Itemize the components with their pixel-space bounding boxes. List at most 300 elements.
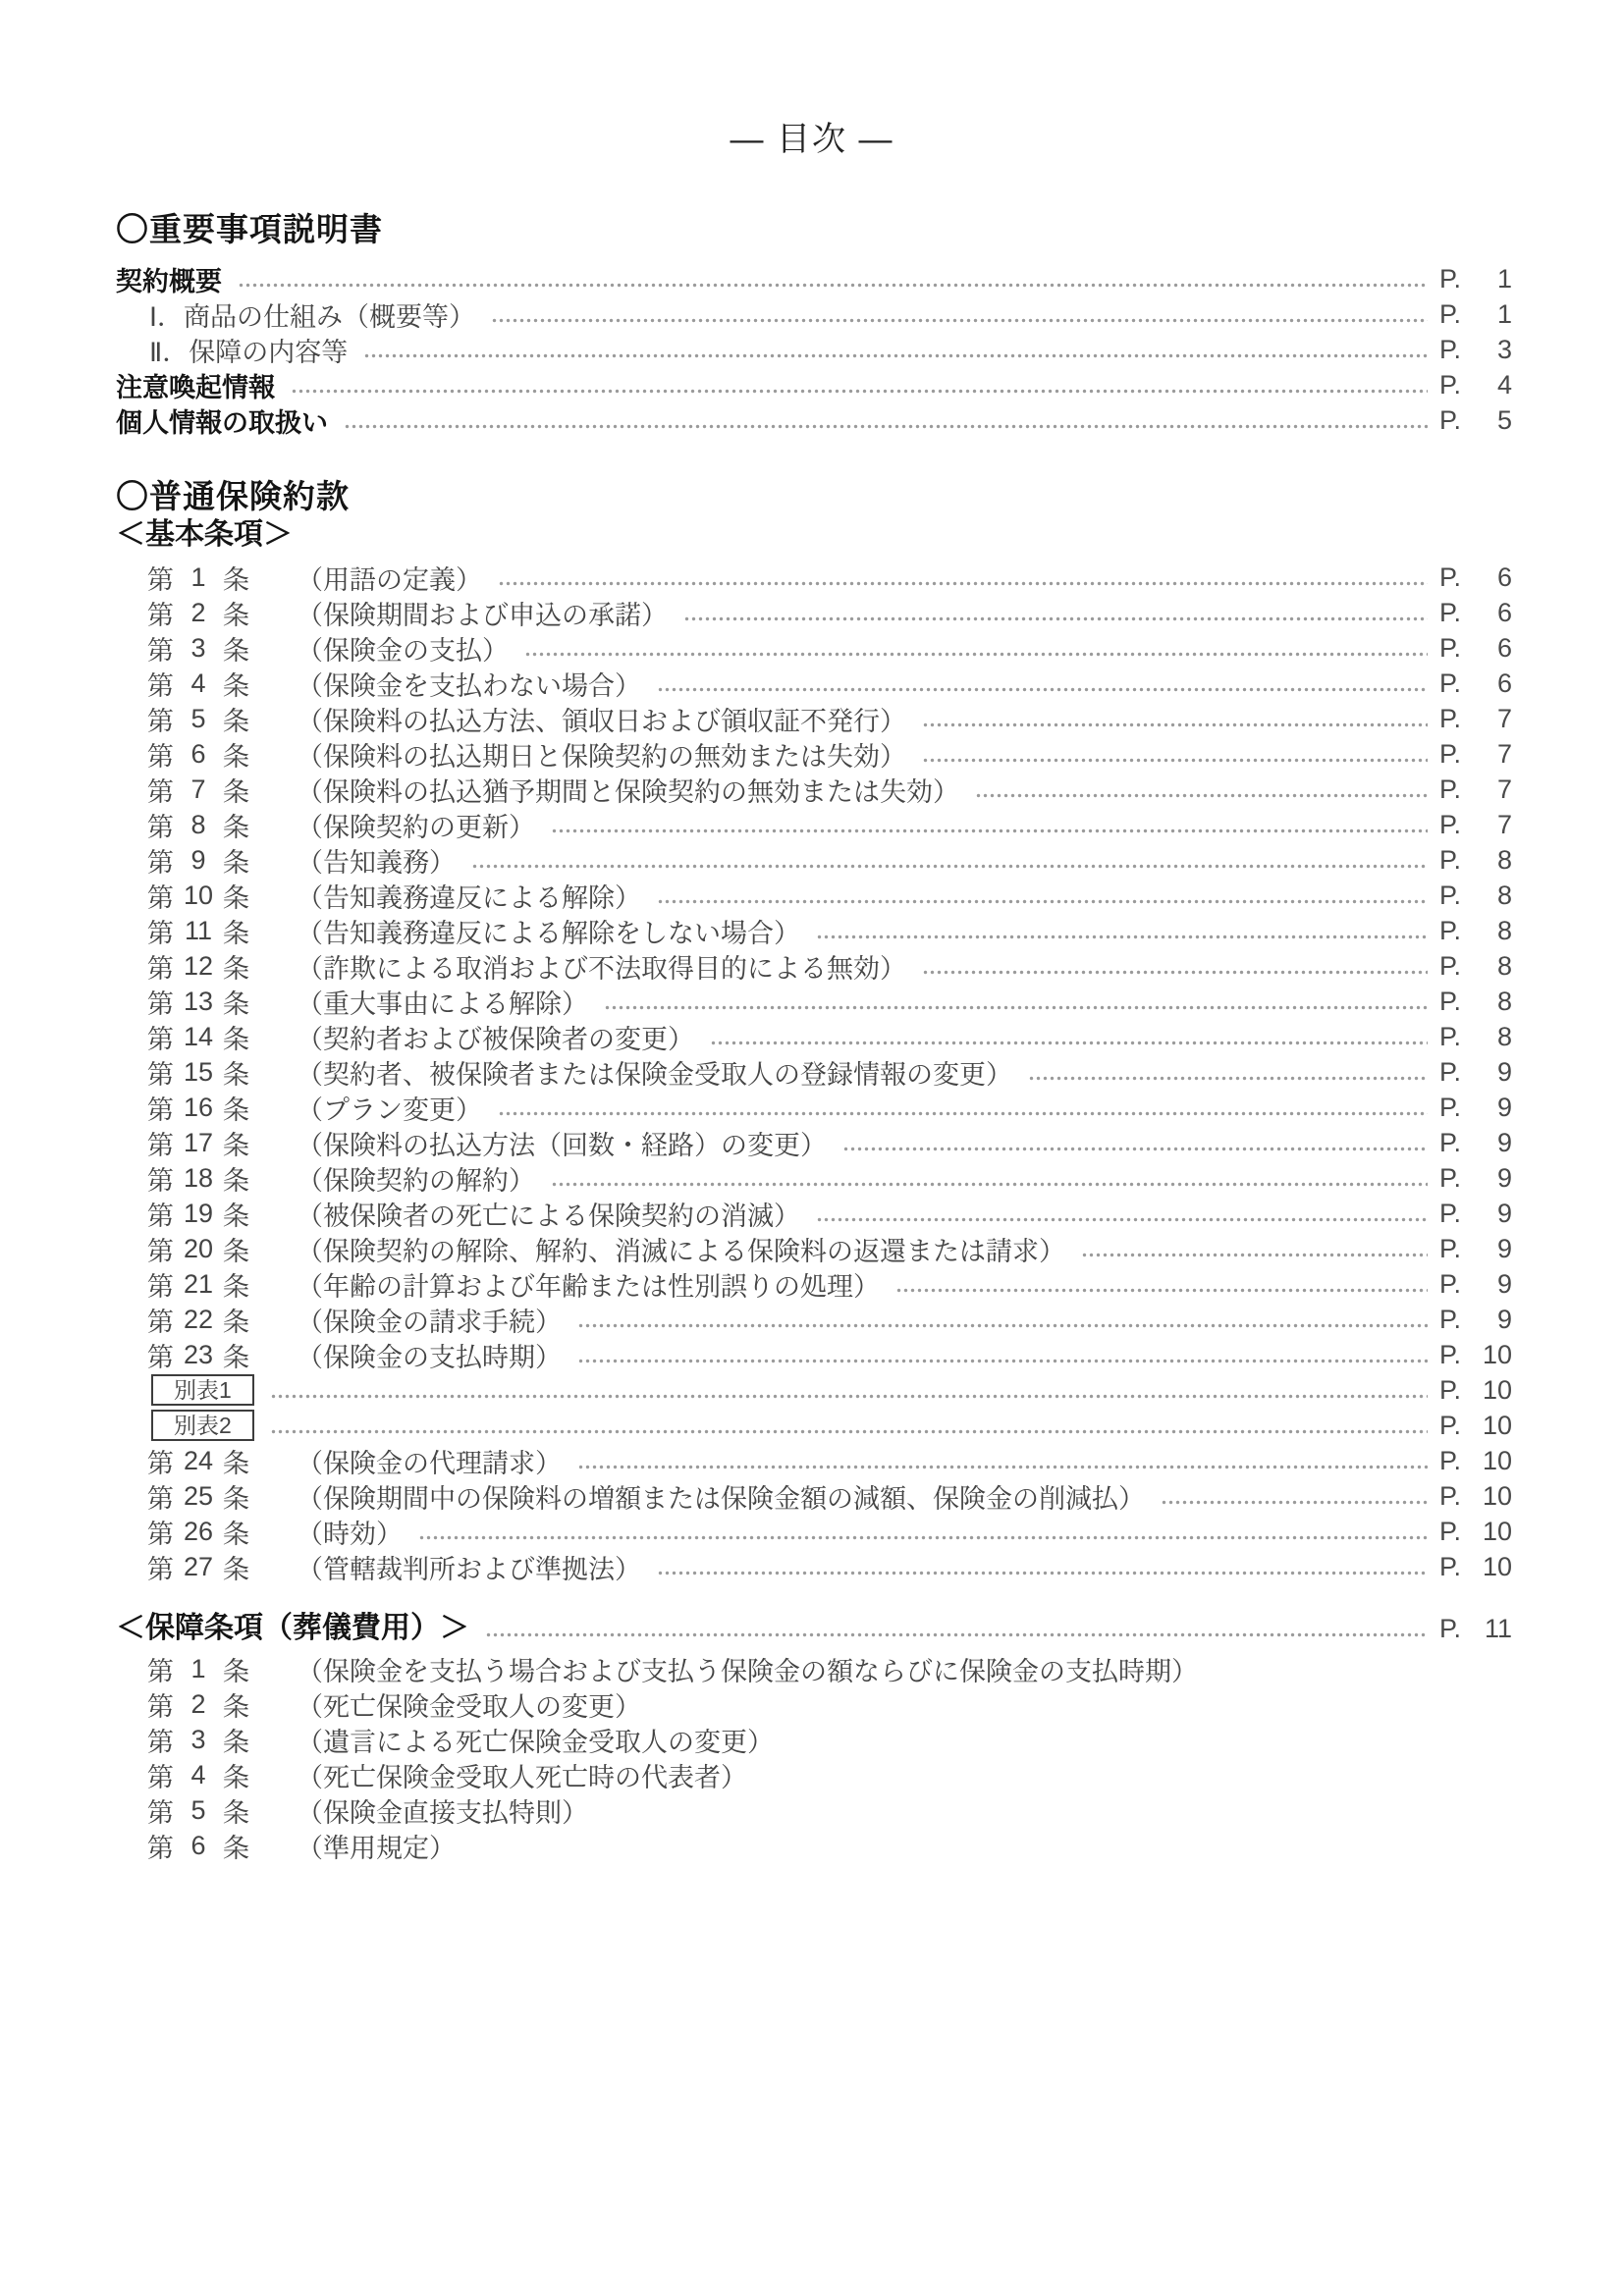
page-prefix: P. (1439, 950, 1462, 981)
article-prefix: 第 (147, 670, 174, 701)
article-prefix: 第 (147, 1059, 174, 1090)
page-prefix: P. (1439, 298, 1462, 329)
toc-row (116, 736, 1512, 772)
article-title: （保険契約の更新） (297, 812, 535, 842)
article-prefix: 第 (147, 1448, 174, 1478)
article-title: （保険金を支払わない場合） (297, 670, 641, 701)
page-ref (1439, 1163, 1512, 1194)
dotted-leader (816, 932, 1428, 941)
important-matters-rows (116, 261, 1512, 438)
article-title: （準用規定） (297, 1833, 456, 1863)
article-number (147, 1018, 297, 1056)
toc-row (116, 1196, 1512, 1231)
subsection-funeral-coverage (116, 1610, 1512, 1863)
page-number: 6 (1496, 561, 1512, 592)
page-ref (1439, 1234, 1512, 1264)
article-prefix: 第 (147, 1095, 174, 1125)
section-important-matters (116, 210, 1512, 438)
article-title: （死亡保険金受取人死亡時の代表者） (297, 1762, 747, 1792)
page-ref (1439, 405, 1512, 436)
dotted-leader (683, 614, 1428, 623)
page-number: 6 (1496, 667, 1512, 698)
article-number-value: 11 (184, 915, 213, 945)
article-number-value: 8 (190, 809, 206, 839)
toc-item-label: Ⅰ．商品の仕組み（概要等） (149, 301, 475, 332)
toc-row (116, 913, 1512, 948)
section-heading-important-matters: 〇重要事項説明書 (116, 211, 383, 247)
dotted-leader (551, 826, 1428, 835)
page-number: 9 (1496, 1304, 1512, 1334)
page-ref (1439, 562, 1512, 593)
appendix-box-label: 別表1 (151, 1374, 254, 1406)
toc-row (116, 666, 1512, 701)
article-suffix: 条 (223, 1691, 249, 1722)
toc-row (116, 1160, 1512, 1196)
article-title: （保険金直接支払特則） (297, 1797, 588, 1828)
article-suffix: 条 (223, 847, 249, 878)
page-prefix: P. (1439, 1374, 1462, 1405)
page-ref (1439, 739, 1512, 770)
article-title: （告知義務） (297, 847, 456, 878)
article-suffix: 条 (223, 1095, 249, 1125)
page-ref (1439, 1057, 1512, 1088)
article-prefix: 第 (147, 1130, 174, 1160)
page-ref (1439, 1022, 1512, 1052)
page-prefix: P. (1439, 844, 1462, 875)
article-number-value: 26 (183, 1516, 214, 1546)
article-number (147, 629, 297, 667)
toc-item-label: 契約概要 (116, 266, 222, 296)
article-number (147, 1336, 297, 1374)
article-number-value: 18 (183, 1162, 214, 1193)
toc-row (116, 948, 1512, 984)
toc-row (116, 261, 1512, 296)
article-suffix: 条 (223, 1271, 249, 1302)
article-number-value: 4 (190, 667, 206, 698)
page-prefix: P. (1439, 334, 1462, 364)
page-prefix: P. (1439, 703, 1462, 733)
article-suffix: 条 (223, 1797, 249, 1828)
article-title: （契約者、被保険者または保険金受取人の登録情報の変更） (297, 1059, 1012, 1090)
page-number: 1 (1496, 263, 1512, 294)
page-prefix: P. (1439, 1127, 1462, 1157)
article-title: （遺言による死亡保険金受取人の変更） (297, 1727, 774, 1757)
article-prefix: 第 (147, 1833, 174, 1863)
article-number-value: 9 (190, 844, 206, 875)
page-prefix: P. (1439, 667, 1462, 698)
article-title: （保険料の払込期日と保険契約の無効または失効） (297, 741, 906, 772)
page-number: 8 (1496, 1021, 1512, 1051)
article-suffix: 条 (223, 1656, 249, 1686)
page-ref (1439, 299, 1512, 330)
article-title: （重大事由による解除） (297, 988, 588, 1019)
page-number: 10 (1482, 1445, 1512, 1475)
article-title: （時効） (297, 1519, 403, 1549)
dotted-leader (577, 1356, 1428, 1365)
page-prefix: P. (1439, 1092, 1462, 1122)
dotted-leader (363, 350, 1428, 360)
toc-content (0, 210, 1624, 1863)
article-prefix: 第 (147, 1165, 174, 1196)
page-title: ― 目次 ― (730, 121, 894, 158)
page-ref (1439, 1552, 1512, 1582)
article-number (147, 1513, 297, 1551)
page-number: 9 (1496, 1198, 1512, 1228)
article-title: （保険金を支払う場合および支払う保険金の額ならびに保険金の支払時期） (297, 1656, 1198, 1686)
article-prefix: 第 (147, 741, 174, 772)
article-title: （保険期間および申込の承諾） (297, 600, 668, 630)
article-number-value: 27 (183, 1551, 214, 1581)
toc-row (116, 1686, 1512, 1722)
article-number (147, 1721, 297, 1759)
article-number (147, 912, 297, 950)
article-number-value: 6 (190, 1830, 206, 1860)
toc-row (116, 560, 1512, 595)
article-suffix: 条 (223, 1059, 249, 1090)
article-number (147, 947, 297, 986)
page-ref (1439, 1481, 1512, 1512)
page-ref (1439, 1305, 1512, 1335)
page-ref (1439, 668, 1512, 699)
article-suffix: 条 (223, 635, 249, 666)
article-number-value: 10 (183, 880, 214, 910)
article-suffix: 条 (223, 706, 249, 736)
article-suffix: 条 (223, 1130, 249, 1160)
toc-row (116, 1090, 1512, 1125)
page-prefix: P. (1439, 1304, 1462, 1334)
page-number: 10 (1482, 1480, 1512, 1511)
article-prefix: 第 (147, 1691, 174, 1722)
page-prefix: P. (1439, 1339, 1462, 1369)
page-prefix: P. (1439, 1021, 1462, 1051)
article-suffix: 条 (223, 776, 249, 807)
article-title: （死亡保険金受取人の変更） (297, 1691, 641, 1722)
page-ref (1439, 704, 1512, 734)
article-suffix: 条 (223, 1342, 249, 1372)
toc-item-label: 個人情報の取扱い (116, 407, 328, 438)
toc-row (116, 807, 1512, 842)
article-prefix: 第 (147, 953, 174, 984)
page-prefix: P. (1439, 1162, 1462, 1193)
article-suffix: 条 (223, 1727, 249, 1757)
dotted-leader (975, 790, 1428, 800)
page-prefix: P. (1439, 632, 1462, 663)
dotted-leader (922, 967, 1428, 977)
page-number: 9 (1496, 1162, 1512, 1193)
article-number-value: 25 (183, 1480, 214, 1511)
page-ref (1439, 1614, 1512, 1644)
dotted-leader (551, 1179, 1428, 1189)
toc-row (116, 842, 1512, 878)
toc-row (116, 1792, 1512, 1828)
page-prefix: P. (1439, 1198, 1462, 1228)
page-number: 10 (1482, 1410, 1512, 1440)
article-number-value: 4 (190, 1759, 206, 1789)
toc-row (116, 1054, 1512, 1090)
page-ref (1439, 810, 1512, 840)
basic-provisions-rows (116, 560, 1512, 1584)
article-title: （保険金の支払時期） (297, 1342, 562, 1372)
article-number-value: 19 (183, 1198, 214, 1228)
toc-row (116, 367, 1512, 402)
article-title: （被保険者の死亡による保険契約の消滅） (297, 1201, 800, 1231)
page-ref (1439, 1199, 1512, 1229)
dotted-leader (491, 315, 1428, 325)
article-title: （年齢の計算および年齢または性別誤りの処理） (297, 1271, 880, 1302)
dotted-leader (418, 1532, 1428, 1542)
dotted-leader (270, 1426, 1428, 1436)
page-prefix: P. (1439, 915, 1462, 945)
article-suffix: 条 (223, 1236, 249, 1266)
page-prefix: P. (1439, 597, 1462, 627)
page-prefix: P. (1439, 1233, 1462, 1263)
page-prefix: P. (1439, 880, 1462, 910)
article-prefix: 第 (147, 1342, 174, 1372)
page-prefix: P. (1439, 774, 1462, 804)
toc-row (116, 1372, 1512, 1408)
article-number (147, 594, 297, 632)
toc-row (116, 1337, 1512, 1372)
toc-row (116, 1549, 1512, 1584)
article-number-value: 21 (183, 1268, 214, 1299)
dotted-leader (657, 1568, 1428, 1577)
page-prefix: P. (1439, 1268, 1462, 1299)
funeral-coverage-rows (116, 1651, 1512, 1863)
subsection-funeral-heading-row (116, 1610, 1512, 1647)
toc-row (116, 1302, 1512, 1337)
article-prefix: 第 (147, 812, 174, 842)
toc-row (116, 984, 1512, 1019)
article-suffix: 条 (223, 1762, 249, 1792)
article-prefix: 第 (147, 882, 174, 913)
article-number (147, 1650, 297, 1688)
article-number-value: 17 (183, 1127, 214, 1157)
page-number: 9 (1496, 1127, 1512, 1157)
article-title: （保険料の払込方法、領収日および領収証不発行） (297, 706, 906, 736)
dotted-leader (895, 1285, 1428, 1295)
article-number (147, 665, 297, 703)
page-number: 7 (1496, 774, 1512, 804)
article-number (147, 1442, 297, 1480)
dotted-leader (816, 1214, 1428, 1224)
page-ref (1439, 1093, 1512, 1123)
article-suffix: 条 (223, 1165, 249, 1196)
article-prefix: 第 (147, 847, 174, 878)
dotted-leader (710, 1038, 1428, 1047)
toc-row (116, 1514, 1512, 1549)
page-prefix: P. (1439, 561, 1462, 592)
dotted-leader (922, 755, 1428, 765)
page-prefix: P. (1439, 263, 1462, 294)
page-ref (1439, 881, 1512, 911)
article-title: （告知義務違反による解除をしない場合） (297, 918, 800, 948)
page-number: 8 (1496, 844, 1512, 875)
dotted-leader (842, 1144, 1428, 1153)
article-number-value: 16 (183, 1092, 214, 1122)
page-number: 10 (1482, 1339, 1512, 1369)
toc-row (116, 296, 1512, 332)
dotted-leader (498, 578, 1428, 588)
article-title: （保険金の請求手続） (297, 1307, 562, 1337)
toc-row (116, 630, 1512, 666)
page-ref (1439, 774, 1512, 805)
toc-row (116, 1722, 1512, 1757)
article-title: （保険料の払込猶予期間と保険契約の無効または失効） (297, 776, 959, 807)
page-number: 1 (1496, 298, 1512, 329)
page-number: 9 (1496, 1056, 1512, 1087)
article-suffix: 条 (223, 741, 249, 772)
article-prefix: 第 (147, 635, 174, 666)
page-number: 10 (1482, 1516, 1512, 1546)
article-title: （保険金の代理請求） (297, 1448, 562, 1478)
article-prefix: 第 (147, 918, 174, 948)
article-number (147, 1756, 297, 1794)
dotted-leader (657, 896, 1428, 906)
page-number: 8 (1496, 880, 1512, 910)
article-number (147, 1159, 297, 1198)
toc-row (116, 1231, 1512, 1266)
article-number (147, 1089, 297, 1127)
page-prefix: P. (1439, 986, 1462, 1016)
article-number (147, 1053, 297, 1092)
article-title: （保険契約の解約） (297, 1165, 535, 1196)
page-number: 6 (1496, 632, 1512, 663)
article-suffix: 条 (223, 953, 249, 984)
article-suffix: 条 (223, 670, 249, 701)
article-number (147, 1195, 297, 1233)
page-ref (1439, 916, 1512, 946)
toc-row (116, 878, 1512, 913)
dotted-leader (1081, 1250, 1428, 1259)
dotted-leader (577, 1462, 1428, 1471)
article-prefix: 第 (147, 1519, 174, 1549)
article-number-value: 13 (183, 986, 214, 1016)
toc-row (116, 332, 1512, 367)
page-prefix: P. (1439, 809, 1462, 839)
article-title: （保険料の払込方法（回数・経路）の変更） (297, 1130, 827, 1160)
page-number: 10 (1482, 1551, 1512, 1581)
article-suffix: 条 (223, 882, 249, 913)
dotted-leader (604, 1002, 1428, 1012)
toc-row (116, 1408, 1512, 1443)
article-prefix: 第 (147, 600, 174, 630)
article-number-value: 12 (183, 950, 214, 981)
dotted-leader (291, 386, 1428, 396)
toc-row (116, 1757, 1512, 1792)
dotted-leader (238, 280, 1428, 290)
article-number-value: 2 (190, 1688, 206, 1719)
article-suffix: 条 (223, 600, 249, 630)
article-number-value: 7 (190, 774, 206, 804)
article-number (147, 877, 297, 915)
page-number: 7 (1496, 809, 1512, 839)
article-prefix: 第 (147, 564, 174, 595)
article-number (147, 1685, 297, 1724)
article-prefix: 第 (147, 776, 174, 807)
toc-row (116, 701, 1512, 736)
article-title: （管轄裁判所および準拠法） (297, 1554, 641, 1584)
dotted-leader (471, 861, 1428, 871)
page-number: 6 (1496, 597, 1512, 627)
page-ref (1439, 335, 1512, 365)
article-number-value: 2 (190, 597, 206, 627)
page-ref (1439, 845, 1512, 876)
toc-row (116, 1443, 1512, 1478)
article-title: （契約者および被保険者の変更） (297, 1024, 694, 1054)
article-prefix: 第 (147, 1797, 174, 1828)
toc-row (116, 595, 1512, 630)
article-number (147, 700, 297, 738)
article-prefix: 第 (147, 1483, 174, 1514)
page-ref (1439, 1340, 1512, 1370)
article-number-value: 1 (190, 561, 206, 592)
toc-row (116, 1266, 1512, 1302)
article-number (147, 559, 297, 597)
article-prefix: 第 (147, 1271, 174, 1302)
article-number-value: 5 (190, 1794, 206, 1825)
page-number: 10 (1482, 1374, 1512, 1405)
article-number-value: 23 (183, 1339, 214, 1369)
article-suffix: 条 (223, 812, 249, 842)
page-ref (1439, 370, 1512, 400)
dotted-leader (498, 1108, 1428, 1118)
section-heading-policy-provisions: 〇普通保険約款 (116, 478, 350, 514)
article-suffix: 条 (223, 564, 249, 595)
page-ref (1439, 264, 1512, 294)
page-prefix: P. (1439, 1516, 1462, 1546)
page-ref (1439, 1517, 1512, 1547)
article-title: （用語の定義） (297, 564, 482, 595)
toc-row (116, 1651, 1512, 1686)
article-number (147, 1301, 297, 1339)
article-number (147, 1230, 297, 1268)
page-prefix: P. (1439, 1480, 1462, 1511)
article-prefix: 第 (147, 1656, 174, 1686)
article-suffix: 条 (223, 918, 249, 948)
article-prefix: 第 (147, 1236, 174, 1266)
article-prefix: 第 (147, 1024, 174, 1054)
subsection-heading-basic: ＜基本条項＞ (116, 518, 293, 551)
page-number: 8 (1496, 950, 1512, 981)
article-suffix: 条 (223, 1833, 249, 1863)
section-policy-provisions (116, 477, 1512, 1863)
article-number-value: 14 (183, 1021, 214, 1051)
article-number (147, 983, 297, 1021)
page-number: 8 (1496, 915, 1512, 945)
article-number (147, 735, 297, 774)
page-number: 7 (1496, 703, 1512, 733)
page-ref (1439, 1128, 1512, 1158)
article-number (147, 841, 297, 880)
page-number: 5 (1496, 404, 1512, 435)
article-title: （保険金の支払） (297, 635, 509, 666)
page-number: 9 (1496, 1268, 1512, 1299)
article-prefix: 第 (147, 1727, 174, 1757)
article-prefix: 第 (147, 1554, 174, 1584)
article-number-value: 15 (183, 1056, 214, 1087)
article-prefix: 第 (147, 1762, 174, 1792)
dotted-leader (577, 1320, 1428, 1330)
article-title: （プラン変更） (297, 1095, 482, 1125)
dotted-leader (922, 720, 1428, 729)
page-ref (1439, 1446, 1512, 1476)
dotted-leader (657, 684, 1428, 694)
dotted-leader (485, 1629, 1428, 1639)
article-prefix: 第 (147, 706, 174, 736)
page-prefix: P. (1439, 1613, 1462, 1643)
article-number-value: 5 (190, 703, 206, 733)
toc-item-label: 注意喚起情報 (116, 372, 275, 402)
